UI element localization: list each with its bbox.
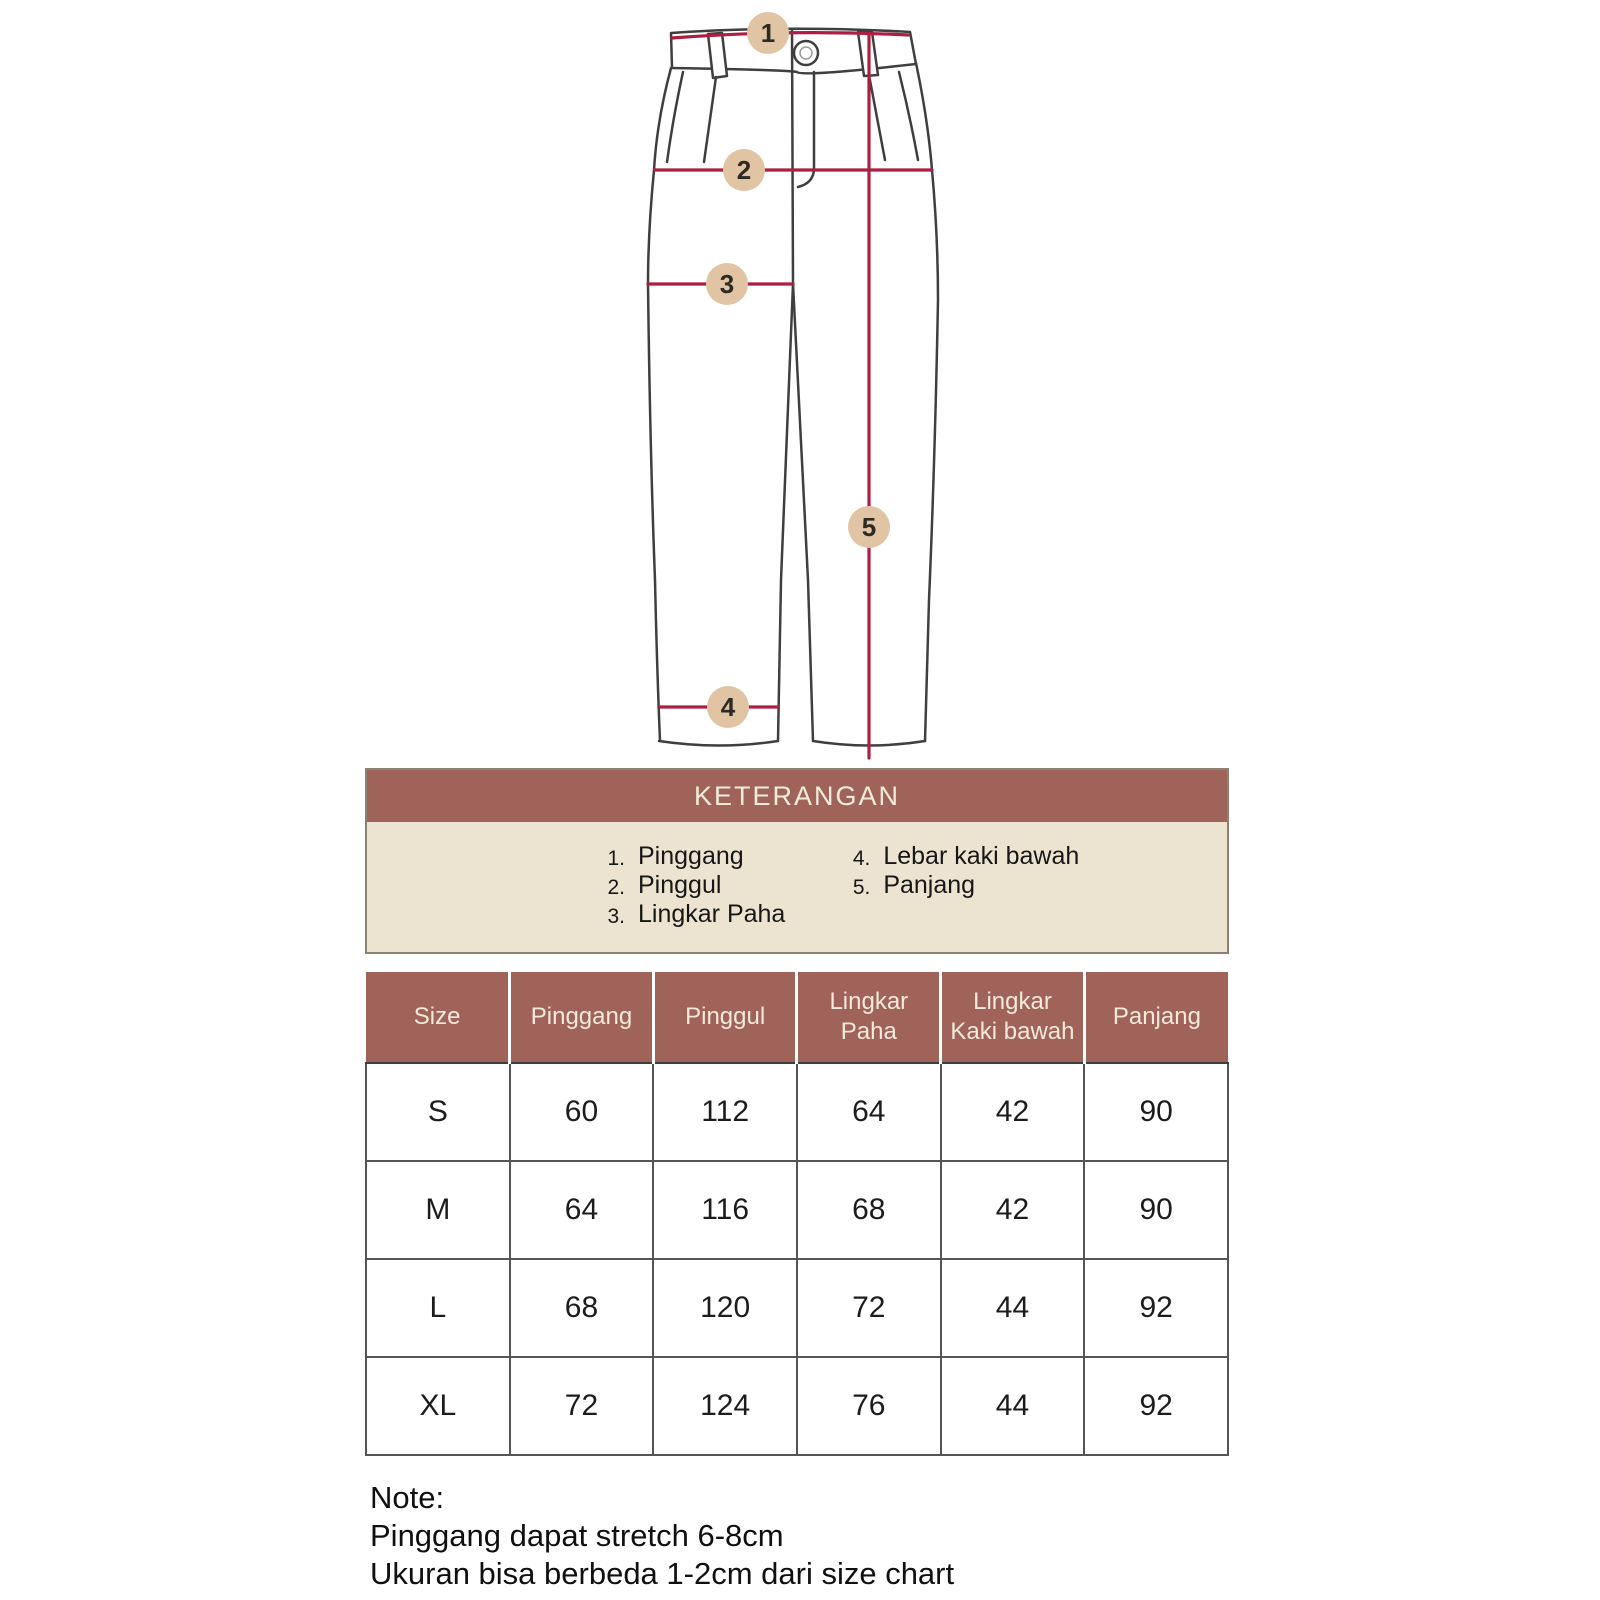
measure-marker-2: [723, 149, 765, 191]
table-header-row: [366, 972, 1228, 1063]
column-header-panjang: Panjang: [1084, 972, 1228, 1063]
cell-value: 64: [510, 1161, 654, 1259]
note-line: Note:: [370, 1480, 445, 1515]
legend-item: [595, 843, 785, 872]
column-header-lingkar-kaki-bawah: Lingkar Kaki bawah: [941, 972, 1085, 1063]
legend-item: [840, 843, 1079, 872]
legend-item: [595, 901, 785, 930]
cell-size: XL: [366, 1357, 510, 1455]
legend-item-number: 3.: [607, 905, 625, 928]
cell-value: 72: [510, 1357, 654, 1455]
cell-value: 90: [1084, 1063, 1228, 1161]
legend-body: [367, 822, 1227, 952]
legend-item-label: Lingkar Paha: [638, 900, 786, 928]
table-row-xl: [366, 1357, 1228, 1455]
cell-value: 68: [797, 1161, 941, 1259]
legend-item-number: 2.: [607, 876, 625, 899]
size-table: [365, 972, 1229, 1456]
legend-column-right: [840, 843, 1079, 930]
measure-marker-1: [747, 12, 789, 54]
cell-value: 124: [653, 1357, 797, 1455]
legend-box: [365, 768, 1229, 954]
cell-size: M: [366, 1161, 510, 1259]
table-row-l: [366, 1259, 1228, 1357]
cell-value: 60: [510, 1063, 654, 1161]
legend-title: KETERANGAN: [367, 770, 1227, 822]
legend-item: [595, 872, 785, 901]
legend-item: [840, 872, 1079, 901]
size-table-body: [366, 1063, 1228, 1455]
cell-value: 44: [941, 1259, 1085, 1357]
measure-marker-3: [706, 263, 748, 305]
legend-item-label: Lebar kaki bawah: [883, 842, 1080, 870]
legend-item-number: 1.: [607, 847, 625, 870]
cell-value: 64: [797, 1063, 941, 1161]
marker-number: 3: [719, 269, 735, 299]
cell-value: 112: [653, 1063, 797, 1161]
cell-size: S: [366, 1063, 510, 1161]
legend-item-label: Pinggang: [638, 842, 744, 870]
table-row-s: [366, 1063, 1228, 1161]
column-header-lingkar-paha: Lingkar Paha: [797, 972, 941, 1063]
cell-value: 90: [1084, 1161, 1228, 1259]
cell-value: 92: [1084, 1259, 1228, 1357]
measurement-lines: [648, 33, 932, 758]
pants-outline: [648, 29, 938, 746]
cell-size: L: [366, 1259, 510, 1357]
legend-column-left: [595, 843, 785, 930]
legend-item-number: 4.: [852, 847, 871, 870]
table-row-m: [366, 1161, 1228, 1259]
note-line: Pinggang dapat stretch 6-8cm: [370, 1518, 784, 1553]
column-header-size: Size: [366, 972, 510, 1063]
pants-measurement-diagram: [0, 0, 1600, 780]
marker-number: 1: [760, 18, 776, 48]
measure-marker-5: [848, 506, 890, 548]
cell-value: 76: [797, 1357, 941, 1455]
legend-item-label: Pinggul: [638, 871, 722, 899]
cell-value: 120: [653, 1259, 797, 1357]
cell-value: 116: [653, 1161, 797, 1259]
marker-number: 2: [736, 155, 752, 185]
size-table-header: [366, 972, 1228, 1063]
note: [370, 1479, 954, 1593]
marker-number: 4: [720, 692, 736, 722]
cell-value: 72: [797, 1259, 941, 1357]
column-header-pinggang: Pinggang: [510, 972, 654, 1063]
cell-value: 68: [510, 1259, 654, 1357]
note-line: Ukuran bisa berbeda 1-2cm dari size chart: [370, 1556, 955, 1591]
legend-item-label: Panjang: [883, 871, 976, 899]
cell-value: 42: [941, 1161, 1085, 1259]
cell-value: 44: [941, 1357, 1085, 1455]
measure-marker-4: [707, 686, 749, 728]
cell-value: 92: [1084, 1357, 1228, 1455]
legend-item-number: 5.: [852, 876, 871, 899]
marker-number: 5: [861, 512, 877, 542]
cell-value: 42: [941, 1063, 1085, 1161]
column-header-pinggul: Pinggul: [653, 972, 797, 1063]
